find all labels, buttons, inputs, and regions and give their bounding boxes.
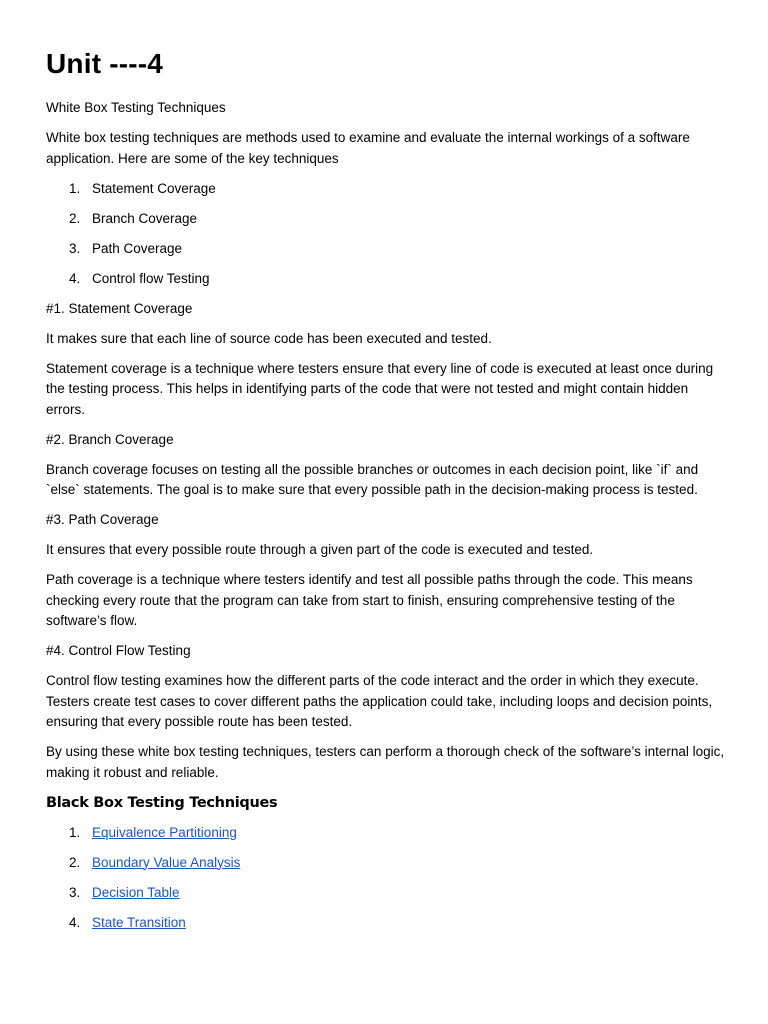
list-item	[46, 823, 726, 844]
paragraph: Branch coverage focuses on testing all the possible branches or outcomes in each decision point, like `if` and `else` statements. The goal is to make sure that every possible path in the decision-making process is tested.	[46, 461, 699, 497]
list-number: 3.	[69, 884, 81, 900]
list-item	[46, 239, 726, 260]
paragraph: It makes sure that each line of source code has been executed and tested.	[46, 330, 492, 346]
list-number: 1.	[69, 180, 81, 196]
list-number: 3.	[69, 240, 81, 256]
list-item	[46, 179, 726, 200]
white-box-intro: White box testing techniques are methods used to examine and evaluate the internal workings of a software application. Here are some of the key techniques	[46, 130, 690, 166]
list-item-label: Path Coverage	[92, 240, 183, 256]
link-boundary-value-analysis[interactable]: Boundary Value Analysis	[92, 854, 241, 870]
list-item	[46, 269, 726, 290]
section-heading-branch-coverage: #2. Branch Coverage	[46, 431, 174, 447]
paragraph: Statement coverage is a technique where testers ensure that every line of code is executed at least once during the testing process. This helps in identifying parts of the code that were not tested and might contain hidden errors.	[46, 360, 714, 417]
link-equivalence-partitioning[interactable]: Equivalence Partitioning	[92, 824, 237, 840]
black-box-technique-list	[46, 823, 726, 934]
white-box-technique-list	[46, 179, 726, 290]
link-decision-table[interactable]: Decision Table	[92, 884, 180, 900]
section-heading-path-coverage: #3. Path Coverage	[46, 512, 159, 527]
list-item	[46, 209, 726, 230]
list-item	[46, 913, 726, 934]
list-number: 2.	[69, 210, 81, 226]
white-box-conclusion: By using these white box testing techniques, testers can perform a thorough check of the software’s internal logic, making it robust and reliable.	[46, 744, 725, 780]
black-box-heading: Black Box Testing Techniques	[46, 794, 278, 811]
link-state-transition[interactable]: State Transition	[92, 914, 186, 930]
list-number: 4.	[69, 914, 81, 930]
list-item-label: Statement Coverage	[92, 180, 216, 196]
list-number: 1.	[69, 824, 81, 840]
list-item-label: Branch Coverage	[92, 210, 198, 226]
list-item-label: Control flow Testing	[92, 270, 210, 286]
paragraph: Control flow testing examines how the different parts of the code interact and the order in which they execute. Testers create test cases to cover different paths the application could take, including loops and decision points, ensuring that every possible route has been tested.	[46, 673, 713, 729]
list-number: 2.	[69, 854, 81, 870]
document-page	[46, 44, 726, 943]
section-heading-control-flow-testing: #4. Control Flow Testing	[46, 643, 191, 658]
page-title: Unit ----4	[46, 48, 164, 79]
paragraph: It ensures that every possible route through a given part of the code is executed and tested.	[46, 542, 594, 557]
paragraph: Path coverage is a technique where testers identify and test all possible paths through the code. This means checking every route that the program can take from start to finish, ensuring comprehensive testing of the software’s flow.	[46, 572, 693, 628]
section-heading-statement-coverage: #1. Statement Coverage	[46, 300, 193, 316]
list-item	[46, 883, 726, 904]
white-box-heading: White Box Testing Techniques	[46, 100, 226, 115]
list-item	[46, 853, 726, 874]
list-number: 4.	[69, 270, 81, 286]
